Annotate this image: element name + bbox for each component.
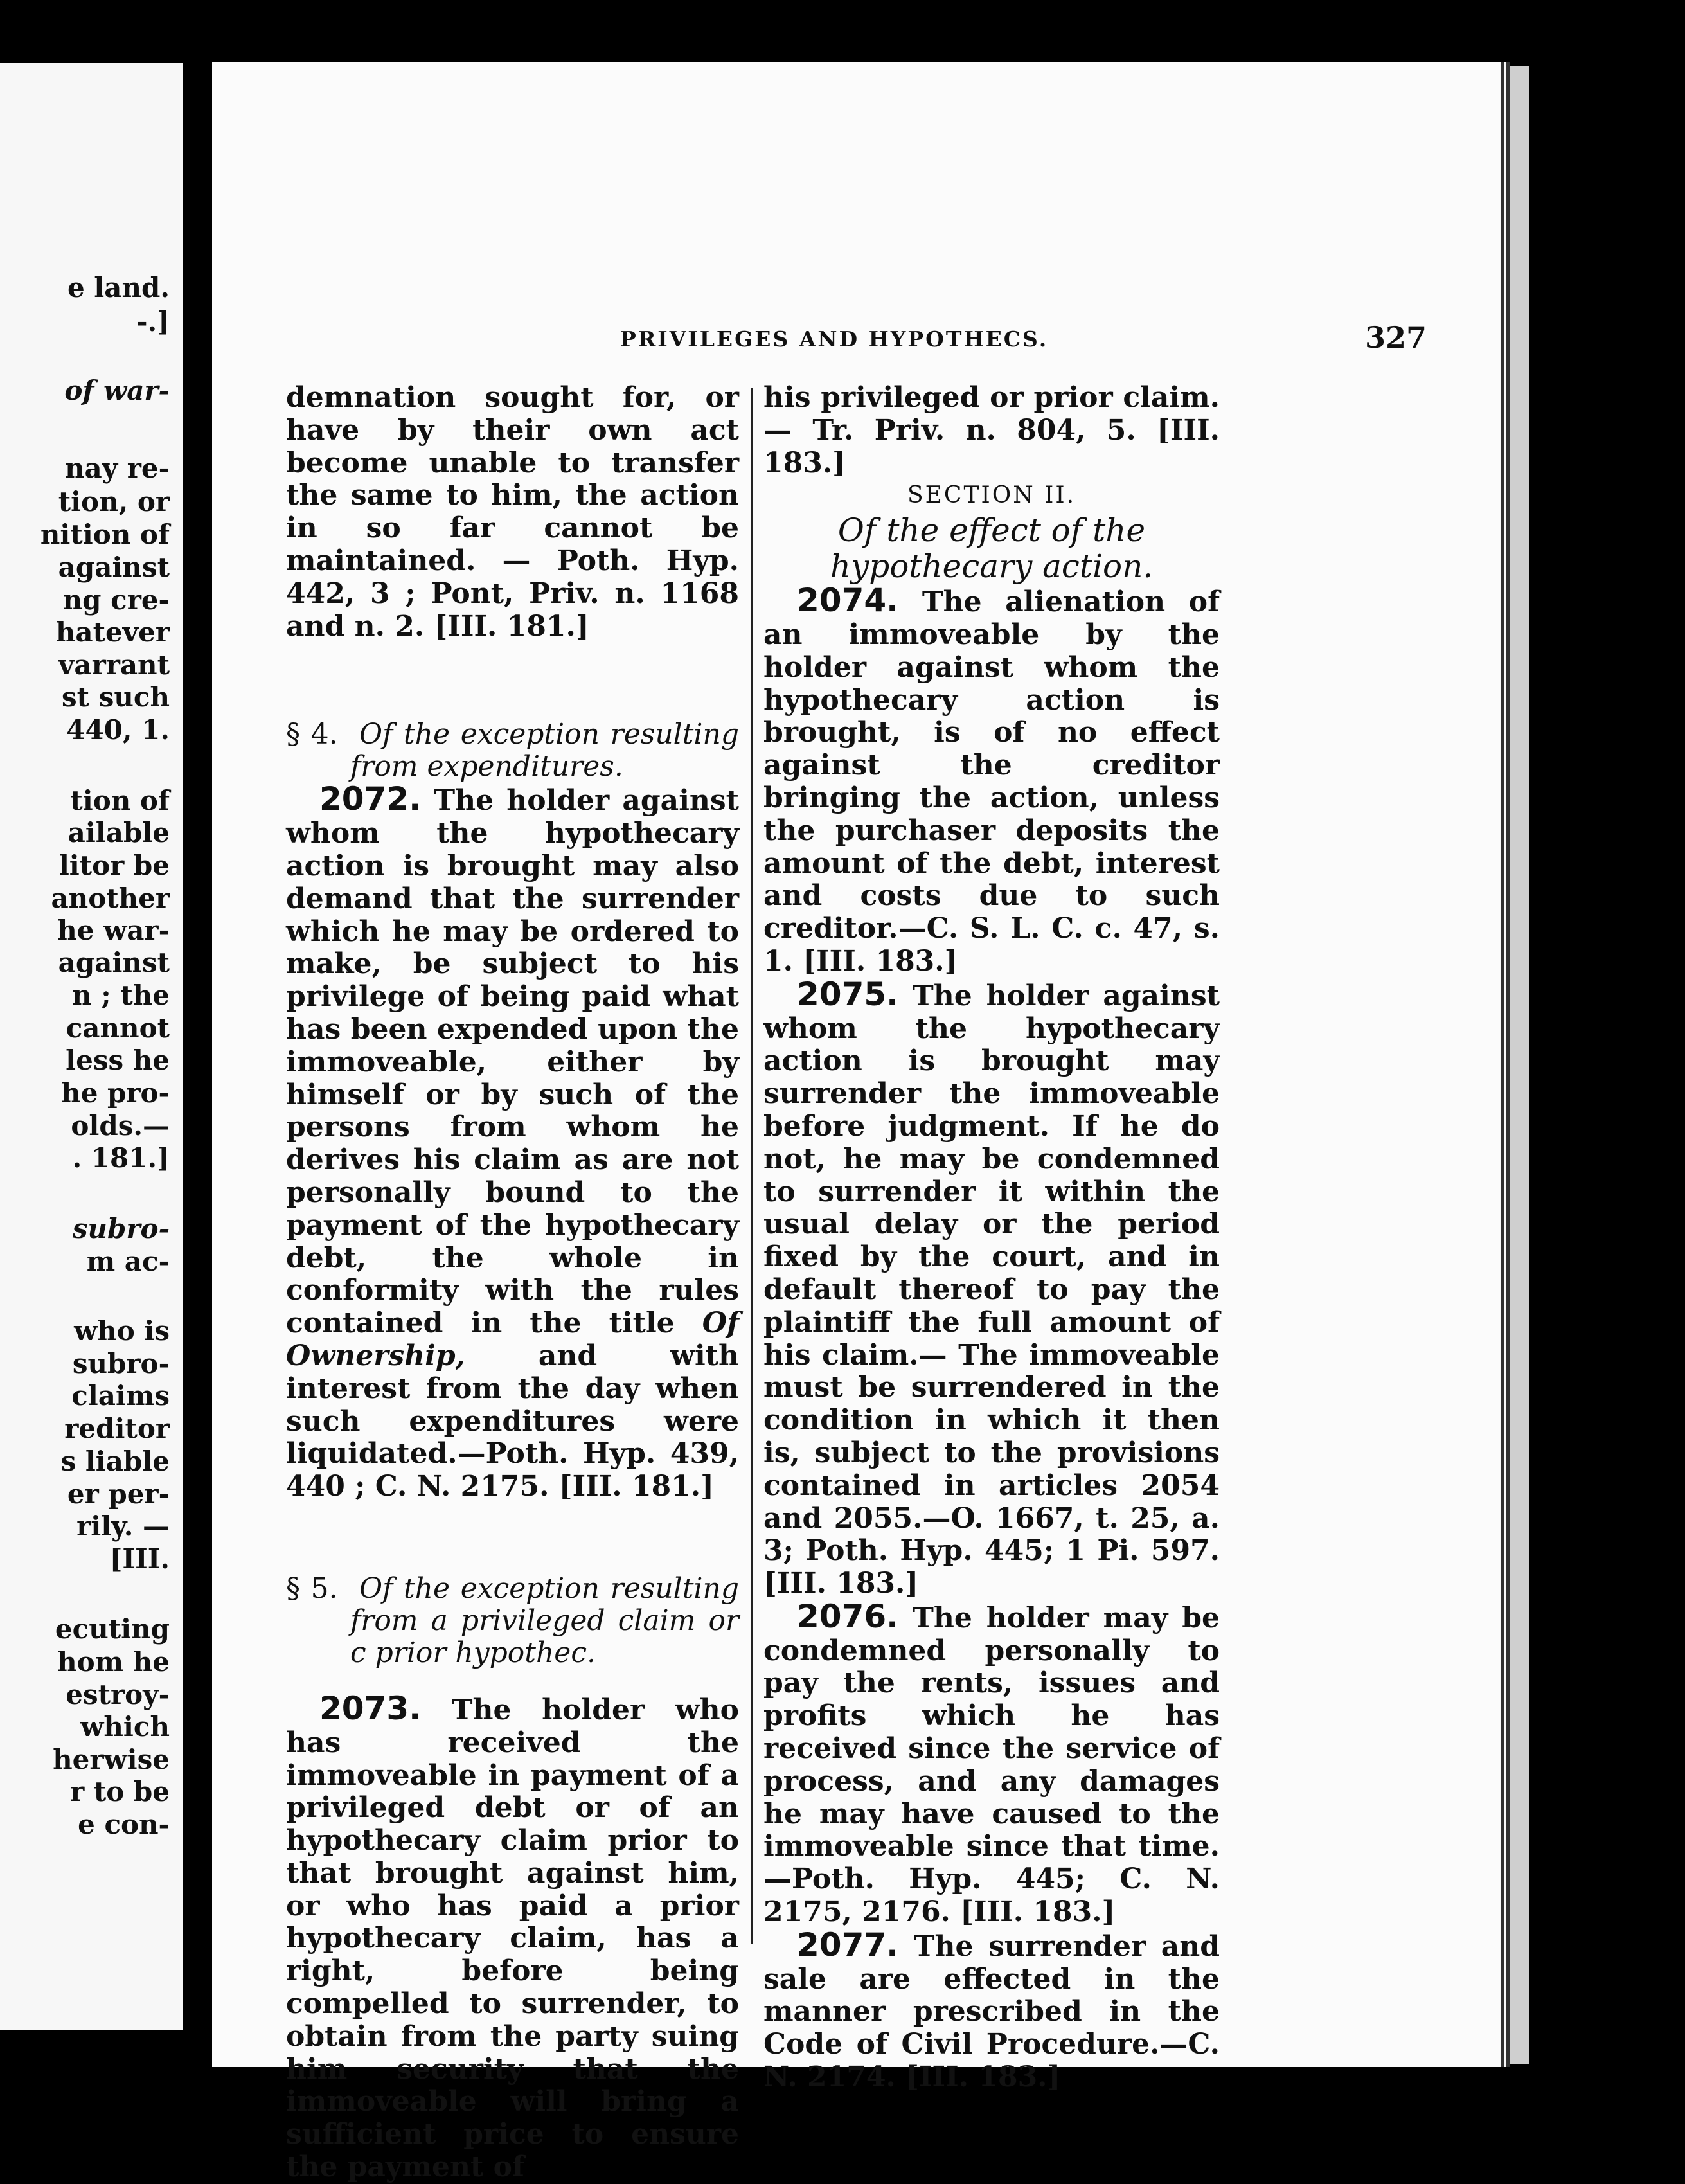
- article-number: 2075.: [797, 975, 899, 1013]
- article-text: The surrender and sale are effected in the manner prescribed in the Code of Civil Procedure.—C. N. 2174. [III. 183.]: [763, 1929, 1220, 2094]
- article-number: 2072.: [319, 780, 422, 818]
- facing-page-line: m ac-: [86, 1246, 170, 1277]
- facing-page-line: claims: [71, 1380, 170, 1411]
- facing-page-line: subro-: [72, 1348, 170, 1379]
- facing-page-line: herwise: [53, 1744, 170, 1775]
- facing-page-line: [III.: [109, 1543, 170, 1575]
- section-label: SECTION II.: [907, 482, 1076, 509]
- facing-page-line: er per-: [67, 1478, 170, 1510]
- article-number: 2076.: [797, 1597, 899, 1635]
- page-header: [283, 320, 1427, 363]
- facing-page-line: he pro-: [61, 1077, 170, 1109]
- article-2074: [763, 584, 1220, 978]
- subsection-mark: § 4.: [286, 718, 338, 751]
- facing-page-line: ailable: [67, 817, 170, 848]
- article-text: The holder who has received the immoveable in payment of a privileged debt or of an hypothecary claim prior to that brought against him, or who has paid a prior hypothecary claim, has a right, before being compelled to surrender, to obtain from the party suing him security that the immoveable will bring a sufficient price to ensure the payment of: [286, 1693, 739, 2184]
- title-reference: Of Ownership,: [286, 1307, 739, 1372]
- facing-page-line: 440, 1.: [66, 714, 170, 746]
- left-column: [286, 382, 739, 2184]
- article-number: 2074.: [797, 582, 899, 620]
- subsection-heading-4: [286, 719, 739, 783]
- facing-page-line: tion of: [70, 785, 170, 816]
- right-column: [763, 382, 1220, 2094]
- facing-page-line: less he: [66, 1044, 170, 1076]
- facing-page-line: e con-: [78, 1809, 170, 1840]
- facing-page-line: nition of: [40, 519, 170, 550]
- facing-page-line: who is: [74, 1315, 170, 1347]
- article-2076: [763, 1597, 1220, 1929]
- article-2073: [286, 1689, 739, 2184]
- subsection-heading-5: [286, 1573, 739, 1669]
- facing-page-line: subro-: [72, 1213, 170, 1244]
- article-text: The holder against whom the hypothecary action is brought may surrender the immoveable before judgment. If he do not, he may be condemned to surrender it within the usual delay or the period fixed by the court, and in default thereof to pay the plaintiff the full amount of his claim.— The immoveable must be surrendered in the condition in which it then is, subject to the provisions contained in articles 2054 and 2055.—O. 1667, t. 25, a. 3; Poth. Hyp. 445; 1 Pi. 597. [III. 183.]: [763, 979, 1220, 1600]
- article-2072: [286, 780, 739, 1503]
- article-text: The alienation of an immoveable by the holder against whom the hypothecary action is brought, is of no effect against the creditor bringing the action, unless the purchaser deposits the amount of the debt, interest and costs due to such creditor.—C. S. L. C. c. 47, s. 1. [III. 183.]: [763, 586, 1220, 978]
- facing-page-line: nay re-: [64, 452, 170, 484]
- facing-page-line: hatever: [55, 616, 170, 648]
- facing-page-line: ng cre-: [62, 584, 170, 616]
- facing-page-line: -.]: [136, 306, 170, 337]
- facing-page-line: litor be: [58, 850, 170, 881]
- subsection-title: Of the exception resulting from expenditures.: [350, 718, 739, 783]
- facing-page-line: which: [80, 1711, 170, 1742]
- continuation-text: his privileged or prior claim.— Tr. Priv. n. 804, 5. [III. 183.]: [763, 381, 1220, 479]
- facing-page-line: estroy-: [66, 1679, 170, 1710]
- facing-page-line: against: [58, 551, 170, 583]
- facing-page-line: of war-: [64, 375, 170, 406]
- facing-page-line: tion, or: [58, 486, 170, 517]
- column-rule: [751, 388, 753, 1944]
- facing-page-line: varrant: [58, 649, 170, 681]
- facing-page-line: n ; the: [72, 980, 170, 1011]
- facing-page-line: olds.—: [71, 1110, 170, 1141]
- facing-page-line: cannot: [66, 1012, 170, 1044]
- article-2075: [763, 975, 1220, 1600]
- page-number: 327: [1364, 320, 1427, 355]
- subsection-title: Of the exception resulting from a privileged claim or c prior hypothec.: [350, 1571, 739, 1669]
- facing-page-line: he war-: [57, 915, 170, 946]
- article-number: 2073.: [319, 1689, 422, 1727]
- article-text: and with interest from the day when such expenditures were liquidated.—Poth. Hyp. 439, 440 ; C. N. 2175. [III. 181.]: [286, 1339, 739, 1503]
- article-2077: [763, 1926, 1220, 2094]
- continuation-text: demnation sought for, or have by their own act become unable to transfer the same to him, the action in so far cannot be maintained. — Poth. Hyp. 442, 3 ; Pont, Priv. n. 1168 and n. 2. [III. 181.]: [286, 381, 739, 643]
- facing-page-line: against: [58, 947, 170, 978]
- facing-page-fragment: [0, 63, 183, 2030]
- facing-page-line: ecuting: [55, 1613, 170, 1645]
- facing-page-line: rily. —: [76, 1510, 170, 1542]
- section-title: Of the effect of the hypothecary action.: [830, 512, 1154, 586]
- running-head: PRIVILEGES AND HYPOTHECS.: [620, 327, 1049, 352]
- facing-page-line: hom he: [57, 1646, 170, 1678]
- facing-page-line: s liable: [60, 1446, 170, 1477]
- facing-page-line: . 181.]: [72, 1142, 170, 1174]
- book-page: [212, 62, 1510, 2184]
- facing-page-line: reditor: [64, 1413, 170, 1444]
- facing-page-line: st such: [62, 681, 170, 713]
- article-number: 2077.: [797, 1926, 899, 1964]
- facing-page-line: r to be: [70, 1776, 170, 1807]
- article-text: The holder against whom the hypothecary action is brought may also demand that the surrender which he may be ordered to make, be subject to his privilege of being paid what has been expended upon the immoveable, either by himself or by such of the persons from whom he derives his claim as are not personally bound to the payment of the hypothecary debt, the whole in conformity with the rules contained in the title: [286, 784, 739, 1340]
- subsection-mark: § 5.: [286, 1571, 338, 1605]
- facing-page-line: another: [51, 882, 170, 914]
- facing-page-line: e land.: [67, 272, 170, 303]
- article-text: The holder may be condemned personally to pay the rents, issues and profits which he has received since the service of process, and any damages he may have caused to the immoveable since that time.—Poth. Hyp. 445; C. N. 2175, 2176. [III. 183.]: [763, 1601, 1220, 1929]
